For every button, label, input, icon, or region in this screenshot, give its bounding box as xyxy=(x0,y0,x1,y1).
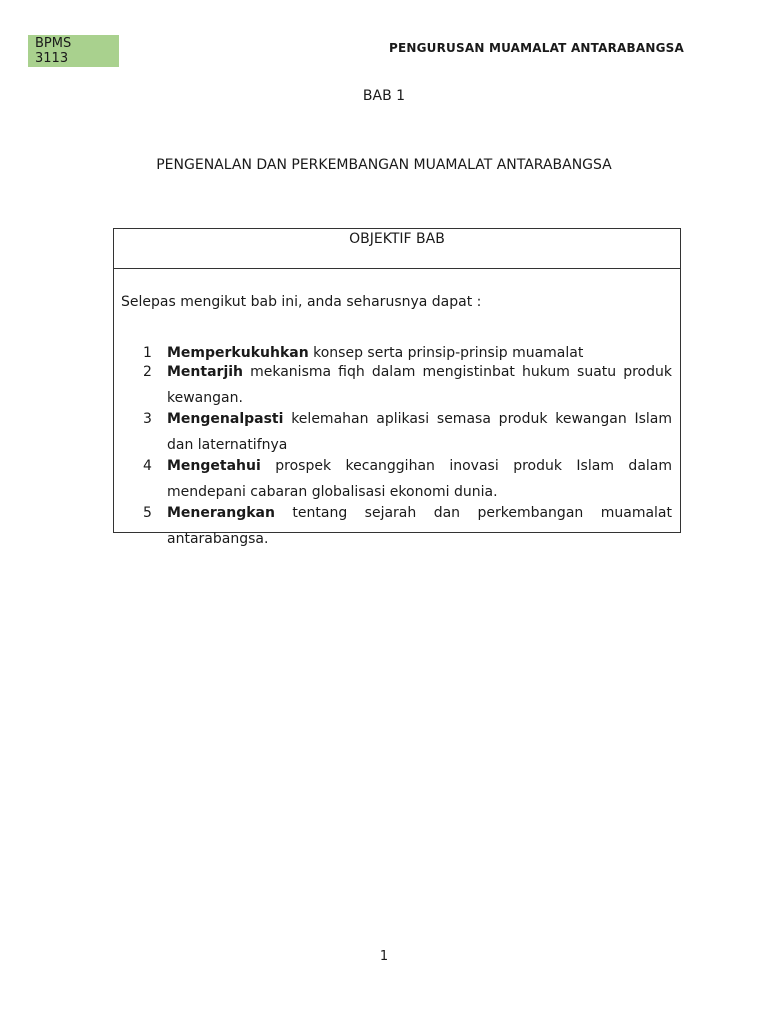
objectives-heading: OBJEKTIF BAB xyxy=(114,229,680,269)
objective-item xyxy=(114,453,680,505)
objective-number: 4 xyxy=(143,458,152,474)
chapter-title: PENGENALAN DAN PERKEMBANGAN MUAMALAT ANTARABANGSA xyxy=(156,157,612,173)
objective-item xyxy=(114,359,680,411)
course-code-line2: 3113 xyxy=(35,51,69,66)
course-code-badge xyxy=(28,35,119,67)
objective-text: kelemahan aplikasi semasa produk kewangan Islam dan laternatifnya xyxy=(167,411,672,453)
objective-verb: Mengetahui xyxy=(167,458,261,474)
objective-item xyxy=(114,406,680,458)
objective-number: 1 xyxy=(143,345,152,361)
objective-text: prospek kecanggihan inovasi produk Islam dalam mendepani cabaran globalisasi ekonomi dunia. xyxy=(167,458,672,500)
objectives-box xyxy=(113,228,681,547)
objective-item xyxy=(114,500,680,552)
objective-verb: Mengenalpasti xyxy=(167,411,284,427)
objective-verb: Memperkukuhkan xyxy=(167,345,309,361)
objective-verb: Mentarjih xyxy=(167,364,244,380)
objective-number: 5 xyxy=(143,505,152,521)
objective-text: konsep serta prinsip-prinsip muamalat xyxy=(308,345,584,361)
page-number: 1 xyxy=(379,949,389,964)
chapter-label: BAB 1 xyxy=(362,88,406,104)
course-code-line1: BPMS xyxy=(35,36,72,51)
running-header-title: PENGURUSAN MUAMALAT ANTARABANGSA xyxy=(388,41,684,55)
objectives-intro: Selepas mengikut bab ini, anda seharusnya dapat : xyxy=(121,294,482,310)
objective-number: 2 xyxy=(143,364,152,380)
objective-text: mekanisma fiqh dalam mengistinbat hukum suatu produk kewangan. xyxy=(167,364,672,406)
objective-text: tentang sejarah dan perkembangan muamalat antarabangsa. xyxy=(167,505,672,547)
objective-verb: Menerangkan xyxy=(167,505,275,521)
objective-number: 3 xyxy=(143,411,152,427)
objectives-list xyxy=(114,343,680,552)
